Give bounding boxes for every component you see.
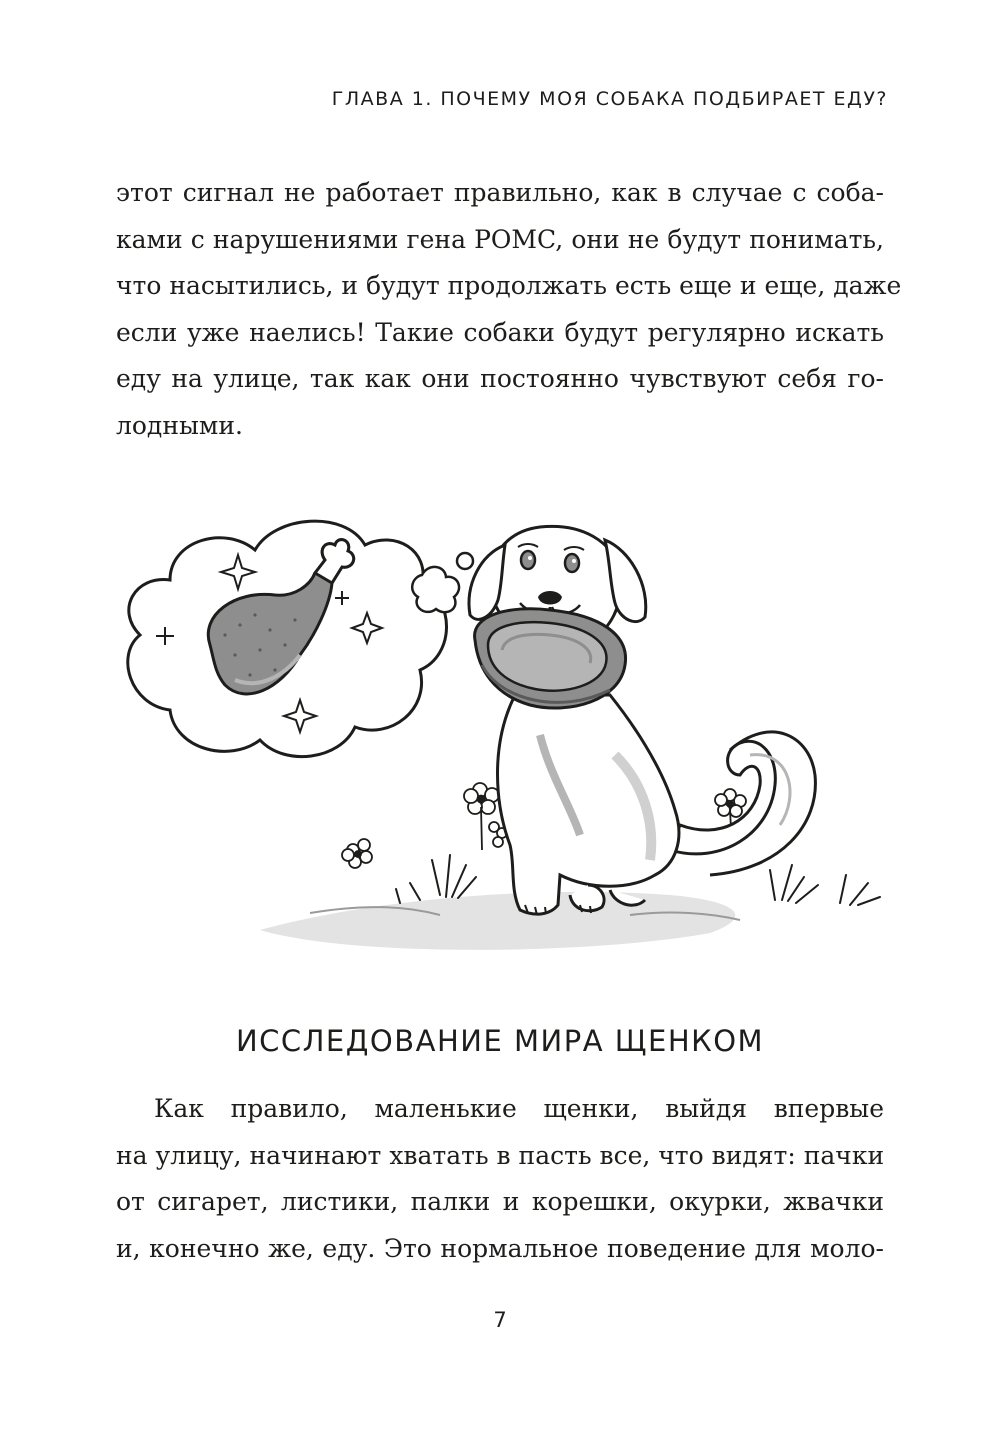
text-line: если уже наелись! Такие собаки будут регулярно искать [116, 317, 884, 347]
ground-shadow [260, 892, 740, 950]
dog-illustration [110, 505, 900, 960]
running-header: ГЛАВА 1. ПОЧЕМУ МОЯ СОБАКА ПОДБИРАЕТ ЕДУ? [331, 88, 888, 110]
text-line: этот сигнал не работает правильно, как в случае с соба- [116, 178, 884, 207]
text-line: что насытились, и будут продолжать есть еще и еще, даже [116, 271, 902, 301]
text-line: Как правило, маленькие щенки, выйдя впервые [154, 1094, 884, 1123]
text-line: ками с нарушениями гена POMC, они не будут понимать, [116, 224, 884, 254]
dog-body [498, 695, 679, 915]
page-number: 7 [493, 1308, 507, 1332]
text-line: лодными. [116, 410, 243, 440]
text-line: и, конечно же, еду. Это нормальное поведение для моло- [116, 1233, 884, 1263]
text-line: от сигарет, листики, палки и корешки, окурки, жвачки [116, 1187, 884, 1217]
body-paragraph [116, 170, 902, 450]
section-heading: ИССЛЕДОВАНИЕ МИРА ЩЕНКОМ [235, 1024, 765, 1058]
text-line: еду на улице, так как они постоянно чувствуют себя го- [116, 364, 884, 394]
bowl-icon [475, 609, 626, 708]
body-paragraph [116, 1086, 884, 1272]
text-line: на улицу, начинают хватать в пасть все, что видят: пачки [116, 1140, 885, 1170]
